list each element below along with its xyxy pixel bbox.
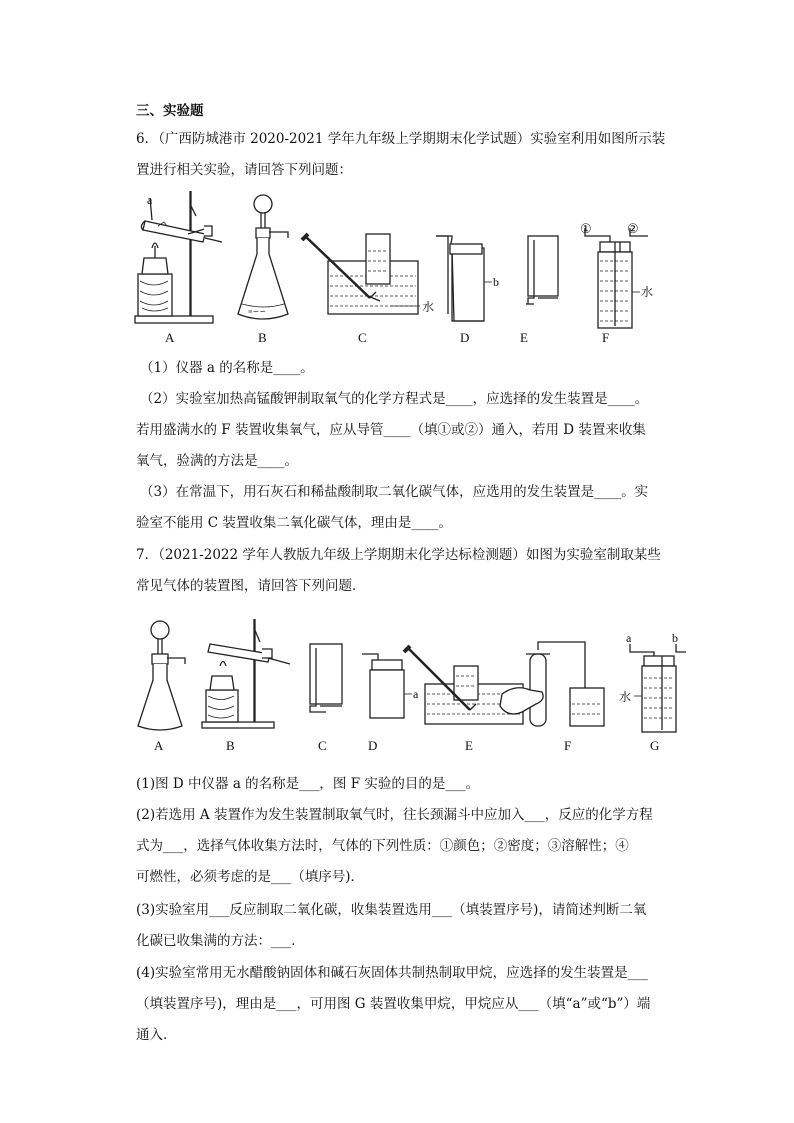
q6-part1: （1）仪器 a 的名称是____。 — [140, 360, 314, 376]
q6-fig-label-b: B — [258, 330, 267, 345]
q7-part1: (1)图 D 中仪器 a 的名称是___，图 F 实验的目的是___。 — [136, 776, 480, 792]
q6-part2-line2: 若用盛满水的 F 装置收集氧气，应从导管____（填①或②）通入，若用 D 装置来收集 — [136, 422, 646, 438]
q7-stem-line1: 7．（2021-2022 学年人教版九年级上学期期末化学达标检测题）如图为实验室制取某些 — [136, 547, 661, 563]
q7-label-a-d: a — [413, 687, 419, 701]
q6-fig-label-e: E — [520, 330, 528, 345]
q7-fig-label-d: D — [368, 738, 378, 753]
q7-part4-line2: （填装置序号)，理由是___，可用图 G 装置收集甲烷，甲烷应从___（填“a”或“b”）端 — [136, 996, 651, 1012]
q6-part2-line1: （2）实验室加热高锰酸钾制取氧气的化学方程式是____，应选择的发生装置是____。 — [140, 391, 649, 407]
q6-fig-label-a: A — [165, 330, 175, 345]
q7-part2-line2: 式为___，选择气体收集方法时，气体的下列性质：①颜色；②密度；③溶解性；④ — [136, 838, 629, 854]
q6-fig-label-f: F — [602, 330, 610, 345]
q7-part4-line3: 通入． — [136, 1027, 177, 1043]
apparatus-e-trough — [404, 646, 523, 724]
q6-part3-line1: （3）在常温下，用石灰石和稀盐酸制取二氧化碳气体，应选用的发生装置是____。实 — [140, 484, 649, 500]
apparatus-b-flask — [238, 195, 288, 319]
q6-label-port1: ① — [580, 221, 592, 236]
q7-fig-label-c: C — [318, 738, 327, 753]
svg-text:≡∽∽: ≡∽∽ — [248, 307, 266, 316]
q6-fig-label-c: C — [358, 330, 367, 345]
q6-apparatus-figure — [130, 186, 670, 352]
apparatus-d-jar — [362, 654, 412, 718]
q7-fig-label-a: A — [154, 738, 164, 753]
q6-label-port2: ② — [627, 221, 639, 236]
apparatus-a-flask — [138, 621, 185, 730]
q7-part3-line1: (3)实验室用___反应制取二氧化碳，收集装置选用___（填装置序号)，请简述判断二氧 — [136, 902, 647, 918]
q7-label-b-g: b — [672, 631, 678, 645]
q6-label-water-f: 水 — [641, 285, 654, 299]
q6-label-a: a — [147, 193, 153, 207]
apparatus-d-jar — [436, 236, 492, 321]
q6-part3-line2: 验室不能用 C 装置收集二氧化碳气体，理由是____。 — [136, 515, 452, 531]
q7-part4-line1: (4)实验室常用无水醋酸钠固体和碱石灰固体共制热制取甲烷，应选择的发生装置是___ — [136, 965, 648, 981]
apparatus-g-wash-bottle — [630, 644, 686, 732]
q7-stem-line2: 常见气体的装置图，请回答下列问题． — [136, 578, 366, 594]
q7-part2-line1: (2)若选用 A 装置作为发生装置制取氧气时，往长颈漏斗中应加入___，反应的化学方程 — [136, 807, 653, 823]
q7-fig-label-e: E — [465, 738, 473, 753]
q7-part3-line2: 化碳已收集满的方法：___． — [136, 933, 305, 949]
q7-fig-label-f: F — [564, 738, 572, 753]
q7-label-a-g: a — [626, 631, 632, 645]
q7-apparatus-figure — [130, 614, 690, 760]
q6-fig-label-d: D — [460, 330, 470, 345]
q7-fig-label-g: G — [650, 738, 660, 753]
q7-fig-label-b: B — [226, 738, 235, 753]
q6-label-b: b — [493, 275, 499, 289]
apparatus-f-wash-bottle — [585, 228, 648, 328]
q7-label-water-g: 水 — [619, 690, 632, 704]
apparatus-e-inverted-jar — [526, 236, 558, 304]
q6-label-water-c: 水 — [422, 300, 435, 314]
q6-stem-line2: 置进行相关实验，请回答下列问题： — [136, 162, 352, 178]
apparatus-c-inverted-jar — [310, 644, 342, 712]
q6-part2-line3: 氧气，验满的方法是____。 — [136, 453, 298, 469]
q6-stem-line1: 6．（广西防城港市 2020-2021 学年九年级上学期期末化学试题）实验室利用如图所示装 — [136, 131, 666, 147]
q7-part2-line3: 可燃性，必须考虑的是___（填序号)． — [136, 869, 365, 885]
apparatus-c-trough — [302, 234, 420, 314]
section-title: 三、实验题 — [136, 103, 204, 119]
apparatus-b-stand — [202, 619, 290, 728]
apparatus-a-stand — [135, 191, 222, 323]
